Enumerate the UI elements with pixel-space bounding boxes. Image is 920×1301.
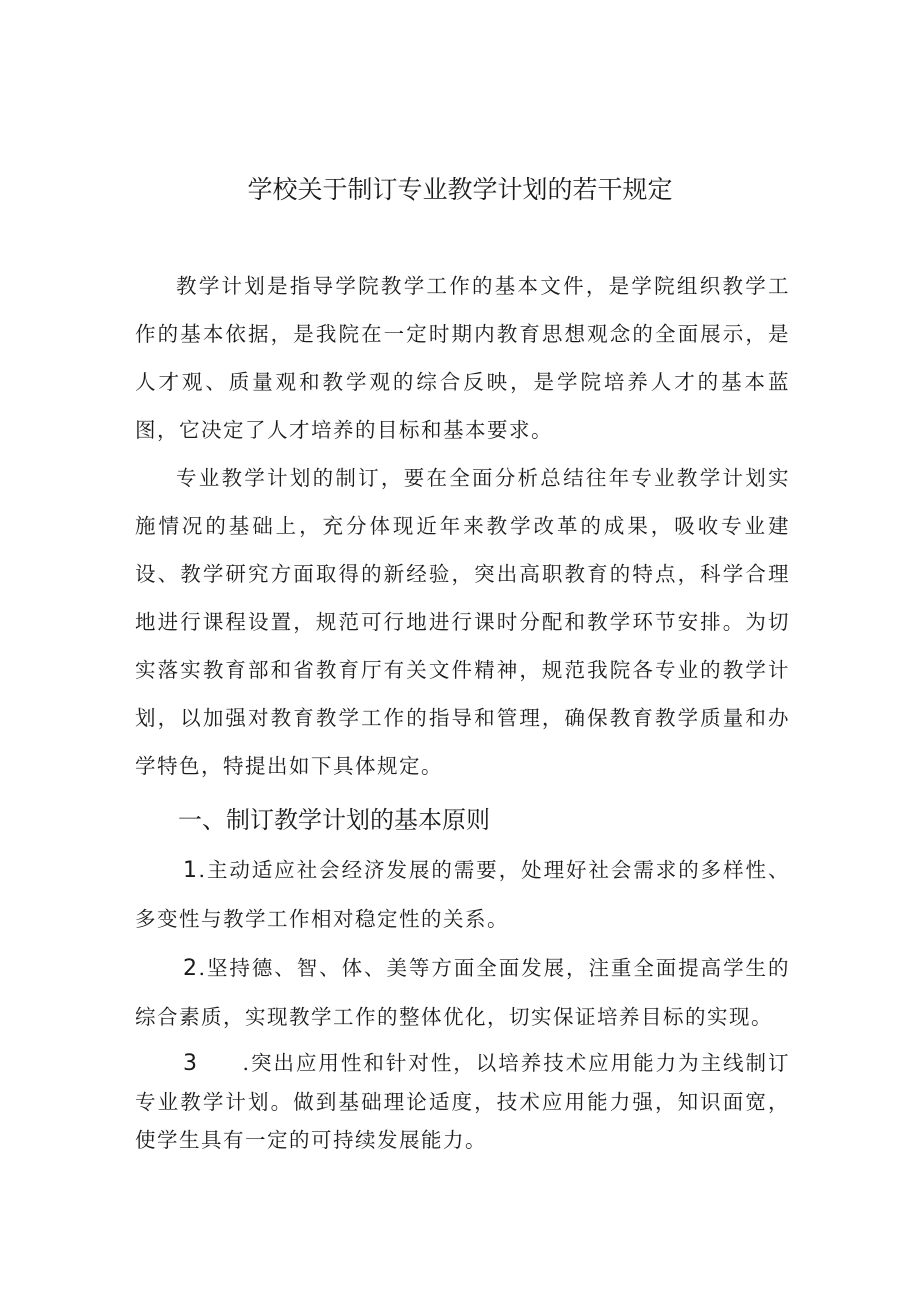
item-number: 3	[183, 1051, 199, 1076]
item-text: .坚持德、智、体、美等方面全面发展，注重全面提高学生的综合素质，实现教学工作的整体优化，切实保证培养目标的实现。	[135, 956, 790, 1029]
item-text: .突出应用性和针对性，以培养技术应用能力为主线制订专业教学计划。做到基础理论适度，技术应用能力强，知识面宽，使学生具有一定的可持续发展能力。	[135, 1051, 790, 1152]
item-number: 1	[183, 858, 199, 883]
document-title: 学校关于制订专业教学计划的若干规定	[247, 175, 673, 204]
item-text: .主动适应社会经济发展的需要，处理好社会需求的多样性、多变性与教学工作相对稳定性的关系。	[135, 858, 790, 931]
principle-item-1	[135, 846, 790, 943]
intro-paragraph-1: 教学计划是指导学院教学工作的基本文件，是学院组织教学工作的基本依据，是我院在一定时期内教育思想观念的全面展示，是人才观、质量观和教学观的综合反映，是学院培养人才的基本蓝图，它决定了人才培养的目标和基本要求。	[135, 274, 790, 442]
principle-item-3	[135, 1044, 790, 1159]
section-heading: 一、制订教学计划的基本原则	[178, 806, 490, 834]
item-number: 2	[183, 956, 199, 981]
principle-item-2	[135, 944, 790, 1041]
intro-paragraph-2: 专业教学计划的制订，要在全面分析总结往年专业教学计划实施情况的基础上，充分体现近年来教学改革的成果，吸收专业建设、教学研究方面取得的新经验，突出高职教育的特点，科学合理地进行课程设置，规范可行地进行课时分配和教学环节安排。为切实落实教育部和省教育厅有关文件精神，规范我院各专业的教学计划，以加强对教育教学工作的指导和管理，确保教育教学质量和办学特色，特提出如下具体规定。	[135, 466, 790, 778]
